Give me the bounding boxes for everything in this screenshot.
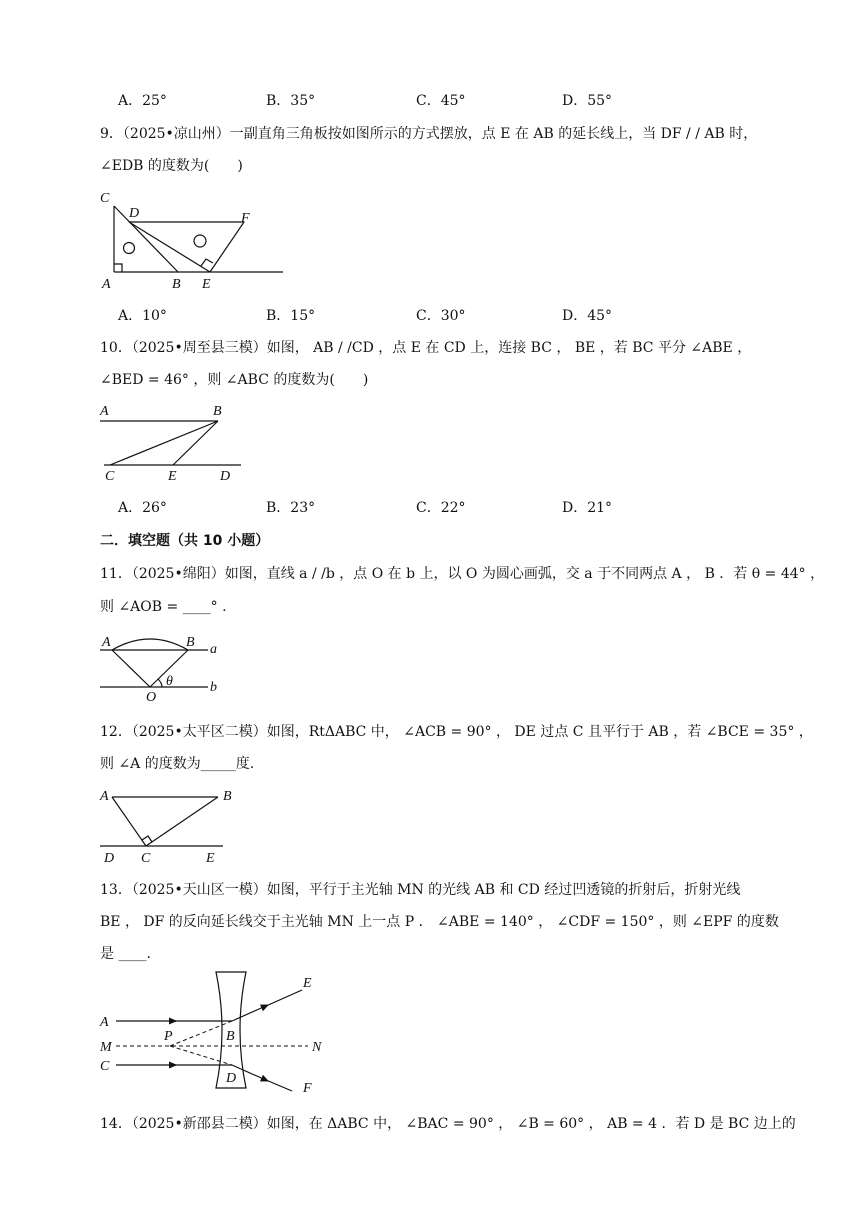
q9-label-c: C — [100, 191, 110, 206]
q11-stem-line2: 则 ∠AOB = ____° . — [100, 599, 227, 615]
q14-stem-line1: 14．（2025•新邵县二模）如图，在 ΔABC 中， ∠BAC = 90° ， ∠B = 60° ， AB = 4 ．若 D 是 BC 边上的 — [100, 1116, 796, 1132]
q12-label-d: D — [104, 851, 115, 866]
q11-stem-line1: 11．（2025•绵阳）如图，直线 a / /b ，点 O 在 b 上，以 O 为圆心画弧，交 a 于不同两点 A ， B ．若 θ = 44° ， — [100, 566, 825, 582]
q9-hole-left — [124, 243, 135, 254]
q10-option-b: B．23° — [266, 500, 316, 516]
q9-label-f: F — [241, 211, 250, 226]
section-fill-in-title: 二．填空题（共 10 小题） — [100, 533, 270, 549]
q9-right-angle-e — [201, 259, 213, 266]
q13-figure — [96, 970, 336, 1092]
q12-line-bc — [146, 797, 218, 846]
q9-stem-line1: 9．（2025•凉山州）一副直角三角板按如图所示的方式摆放，点 E 在 AB 的延长线上，当 DF / / AB 时， — [100, 126, 758, 142]
q10-label-b: B — [213, 404, 222, 419]
q13-label-a: A — [100, 1015, 109, 1030]
q10-option-c: C．22° — [416, 500, 466, 516]
q12-label-b: B — [223, 789, 232, 804]
q9-label-e: E — [202, 277, 211, 292]
q9-hole-right — [194, 235, 206, 247]
q10-label-d: D — [220, 469, 231, 484]
q13-label-f: F — [303, 1081, 312, 1092]
q13-dashed-pb — [170, 1021, 232, 1046]
q10-label-a: A — [100, 404, 109, 419]
q10-line-be — [173, 421, 218, 465]
q10-option-d: D．21° — [562, 500, 613, 516]
q12-label-e: E — [206, 851, 215, 866]
q13-label-c: C — [100, 1059, 110, 1074]
q9-figure — [96, 186, 296, 292]
q11-figure — [96, 628, 226, 702]
q13-ray-df — [266, 1080, 292, 1091]
q8-option-b: B．35° — [266, 93, 316, 109]
q9-option-c: C．30° — [416, 308, 466, 324]
q11-angle-theta — [158, 679, 162, 687]
q10-line-bc — [110, 421, 218, 465]
q11-arc-ab — [112, 639, 188, 650]
q9-line-cb — [114, 206, 178, 272]
q11-label-line-b: b — [210, 680, 217, 695]
q11-label-line-a: a — [210, 642, 217, 657]
q10-label-c: C — [105, 469, 115, 484]
q9-label-a: A — [102, 277, 111, 292]
q8-option-d: D．55° — [562, 93, 613, 109]
q9-option-b: B．15° — [266, 308, 316, 324]
q13-dashed-pd — [170, 1046, 232, 1065]
q11-label-a: A — [102, 635, 111, 650]
q12-label-c: C — [141, 851, 151, 866]
q10-stem-line1: 10．（2025•周至县三模）如图， AB / /CD ，点 E 在 CD 上，连接 BC ， BE ，若 BC 平分 ∠ABE ， — [100, 340, 752, 356]
q9-option-d: D．45° — [562, 308, 613, 324]
q9-right-angle-a — [114, 264, 122, 272]
q10-stem-line2: ∠BED = 46° ，则 ∠ABC 的度数为( ) — [100, 372, 369, 388]
q9-label-b: B — [172, 277, 181, 292]
q10-label-e: E — [168, 469, 177, 484]
q13-label-n: N — [312, 1040, 322, 1055]
q13-stem-line1: 13．（2025•天山区一模）如图，平行于主光轴 MN 的光线 AB 和 CD 经过凹透镜的折射后，折射光线 — [100, 882, 741, 898]
q12-figure — [96, 784, 246, 866]
q13-ray-be-arrow — [232, 1005, 268, 1021]
q13-stem-line3: 是 ____. — [100, 946, 151, 962]
q9-option-a: A．10° — [118, 308, 167, 324]
q13-stem-line2: BE ， DF 的反向延长线交于主光轴 MN 上一点 P ． ∠ABE = 140° ， ∠CDF = 150° ，则 ∠EPF 的度数 — [100, 914, 779, 930]
q13-label-b: B — [226, 1029, 235, 1044]
q11-line-oa — [112, 650, 150, 687]
q10-figure — [96, 398, 246, 486]
q9-line-fe — [210, 222, 244, 272]
q8-option-a: A．25° — [118, 93, 167, 109]
q13-label-m: M — [100, 1040, 112, 1055]
q12-label-a: A — [100, 789, 109, 804]
q13-label-d: D — [226, 1071, 237, 1086]
q12-right-angle-c — [142, 836, 152, 842]
q12-stem-line1: 12．（2025•太平区二模）如图，RtΔABC 中， ∠ACB = 90° ， DE 过点 C 且平行于 AB ，若 ∠BCE = 35° ， — [100, 724, 813, 740]
q12-line-ac — [112, 797, 146, 846]
q11-label-b: B — [186, 635, 195, 650]
q13-ray-be — [266, 990, 302, 1006]
q11-label-o: O — [146, 690, 157, 702]
q12-stem-line2: 则 ∠A 的度数为_____度. — [100, 756, 255, 772]
q10-option-a: A．26° — [118, 500, 167, 516]
q13-label-p: P — [164, 1029, 173, 1044]
q9-label-d: D — [129, 206, 140, 221]
q11-label-theta: θ — [166, 674, 173, 689]
q13-label-e: E — [303, 976, 312, 991]
q8-option-c: C．45° — [416, 93, 466, 109]
q9-stem-line2: ∠EDB 的度数为( ) — [100, 158, 243, 174]
q13-ray-df-arrow — [232, 1065, 268, 1081]
